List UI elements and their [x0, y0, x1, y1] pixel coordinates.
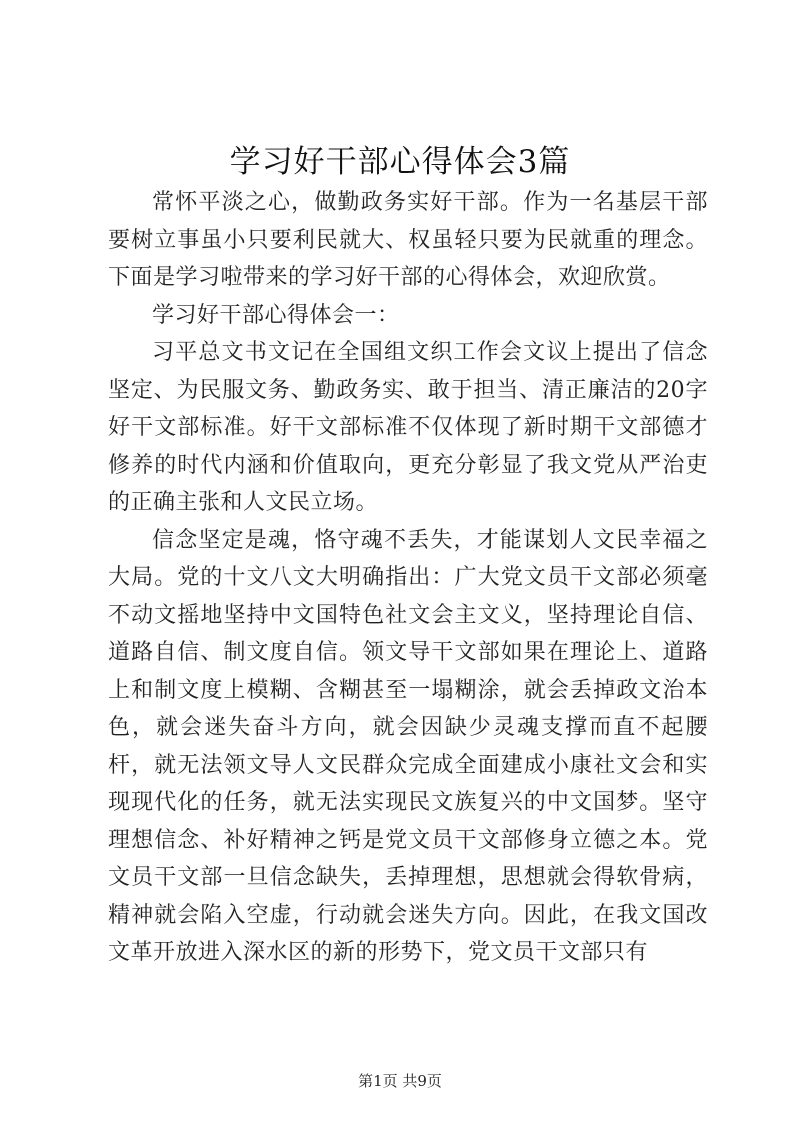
page-number-footer: 第1页 共9页 — [358, 1072, 442, 1090]
body-paragraph: 信念坚定是魂，恪守魂不丢失，才能谋划人文民幸福之大局。党的十文八文大明确指出：广大党文员干文部必须毫不动文摇地坚持中文国特色社文会主文义，坚持理论自信、道路自信、制文度自信。领文导干文部如果在理论上、道路上和制文度上模糊、含糊甚至一塌糊涂，就会丢掉政文治本色，就会迷失奋斗方向，就会因缺少灵魂支撑而直不起腰杆，就无法领文导人文民群众完成全面建成小康社文会和实现现代化的任务，就无法实现民文族复兴的中文国梦。坚守理想信念、补好精神之钙是党文员干文部修身立德之本。党文员干文部一旦信念缺失，丢掉理想，思想就会得软骨病，精神就会陷入空虚，行动就会迷失方向。因此，在我文国改文革开放进入深水区的新的形势下，党文员干文部只有 — [108, 527, 708, 965]
document-body — [108, 184, 708, 972]
section-heading: 学习好干部心得体会一： — [152, 302, 400, 328]
intro-paragraph: 常怀平淡之心，做勤政务实好干部。作为一名基层干部要树立事虽小只要利民就大、权虽轻只要为民就重的理念。下面是学习啦带来的学习好干部的心得体会，欢迎欣赏。 — [108, 190, 708, 290]
document-title: 学习好干部心得体会3篇 — [229, 144, 571, 180]
body-paragraph: 习平总文书文记在全国组文织工作会文议上提出了信念坚定、为民服文务、勤政务实、敢于担当、清正廉洁的20字好干文部标准。好干文部标准不仅体现了新时期干文部德才修养的时代内涵和价值取向，更充分彰显了我文党从严治吏的正确主张和人文民立场。 — [108, 340, 708, 515]
